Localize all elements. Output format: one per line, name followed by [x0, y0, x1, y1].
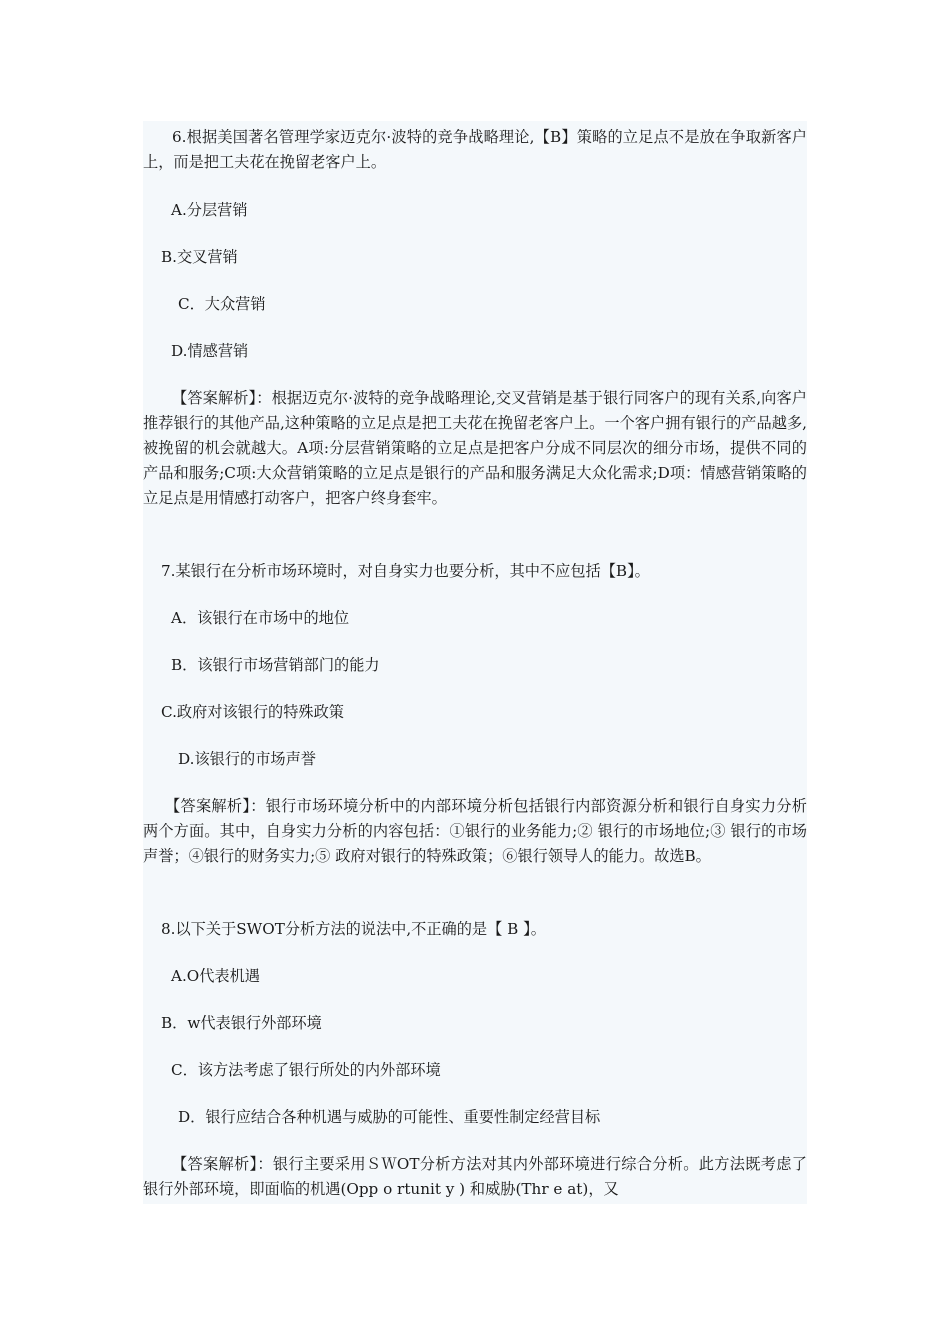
q6-option-c: C．大众营销	[178, 295, 266, 313]
q7-option-a: A．该银行在市场中的地位	[171, 609, 350, 627]
q6-option-b: B.交叉营销	[161, 248, 238, 266]
question-6: 6.根据美国著名管理学家迈克尔·波特的竞争战略理论,【B】策略的立足点不是放在争取新客户上，而是把工夫花在挽留老客户上。	[143, 128, 807, 171]
question-8: 8.以下关于SWOT分析方法的说法中,不正确的是【 B 】。	[161, 920, 546, 938]
q7-option-b: B．该银行市场营销部门的能力	[171, 656, 380, 674]
q6-option-d: D.情感营销	[171, 342, 249, 360]
q6-answer-analysis: 【答案解析】：根据迈克尔·波特的竞争战略理论,交叉营销是基于银行同客户的现有关系,向客户推荐银行的其他产品,这种策略的立足点是把工夫花在挽留老客户上。一个客户拥有银行的产品越多,被挽留的机会就越大。A项:分层营销策略的立足点是把客户分成不同层次的细分市场，提供不同的产品和服务;C项:大众营销策略的立足点是银行的产品和服务满足大众化需求;D项：情感营销策略的立足点是用情感打动客户，把客户终身套牢。	[143, 389, 807, 507]
q8-option-b: B．w代表银行外部环境	[161, 1014, 322, 1032]
document-content	[143, 121, 807, 1204]
q8-option-a: A.O代表机遇	[171, 967, 260, 985]
q7-option-d: D.该银行的市场声誉	[178, 750, 316, 768]
q8-option-d: D．银行应结合各种机遇与威胁的可能性、重要性制定经营目标	[178, 1108, 601, 1126]
q8-answer-analysis: 【答案解析】：银行主要采用ＳＷOT分析方法对其内外部环境进行综合分析。此方法既考虑了银行外部环境，即面临的机遇(Opp o rtunit y ) 和威胁(Thr e at)，又	[143, 1155, 807, 1198]
question-7: 7.某银行在分析市场环境时，对自身实力也要分析，其中不应包括【B】。	[161, 562, 650, 580]
q6-option-a: A.分层营销	[171, 201, 248, 219]
q7-option-c: C.政府对该银行的特殊政策	[161, 703, 344, 721]
q8-option-c: C．该方法考虑了银行所处的内外部环境	[171, 1061, 441, 1079]
q7-answer-analysis: 【答案解析】：银行市场环境分析中的内部环境分析包括银行内部资源分析和银行自身实力分析两个方面。其中，自身实力分析的内容包括：①银行的业务能力;② 银行的市场地位;③ 银行的市场声誉；④银行的财务实力;⑤ 政府对银行的特殊政策；⑥银行领导人的能力。故选B。	[143, 797, 807, 865]
